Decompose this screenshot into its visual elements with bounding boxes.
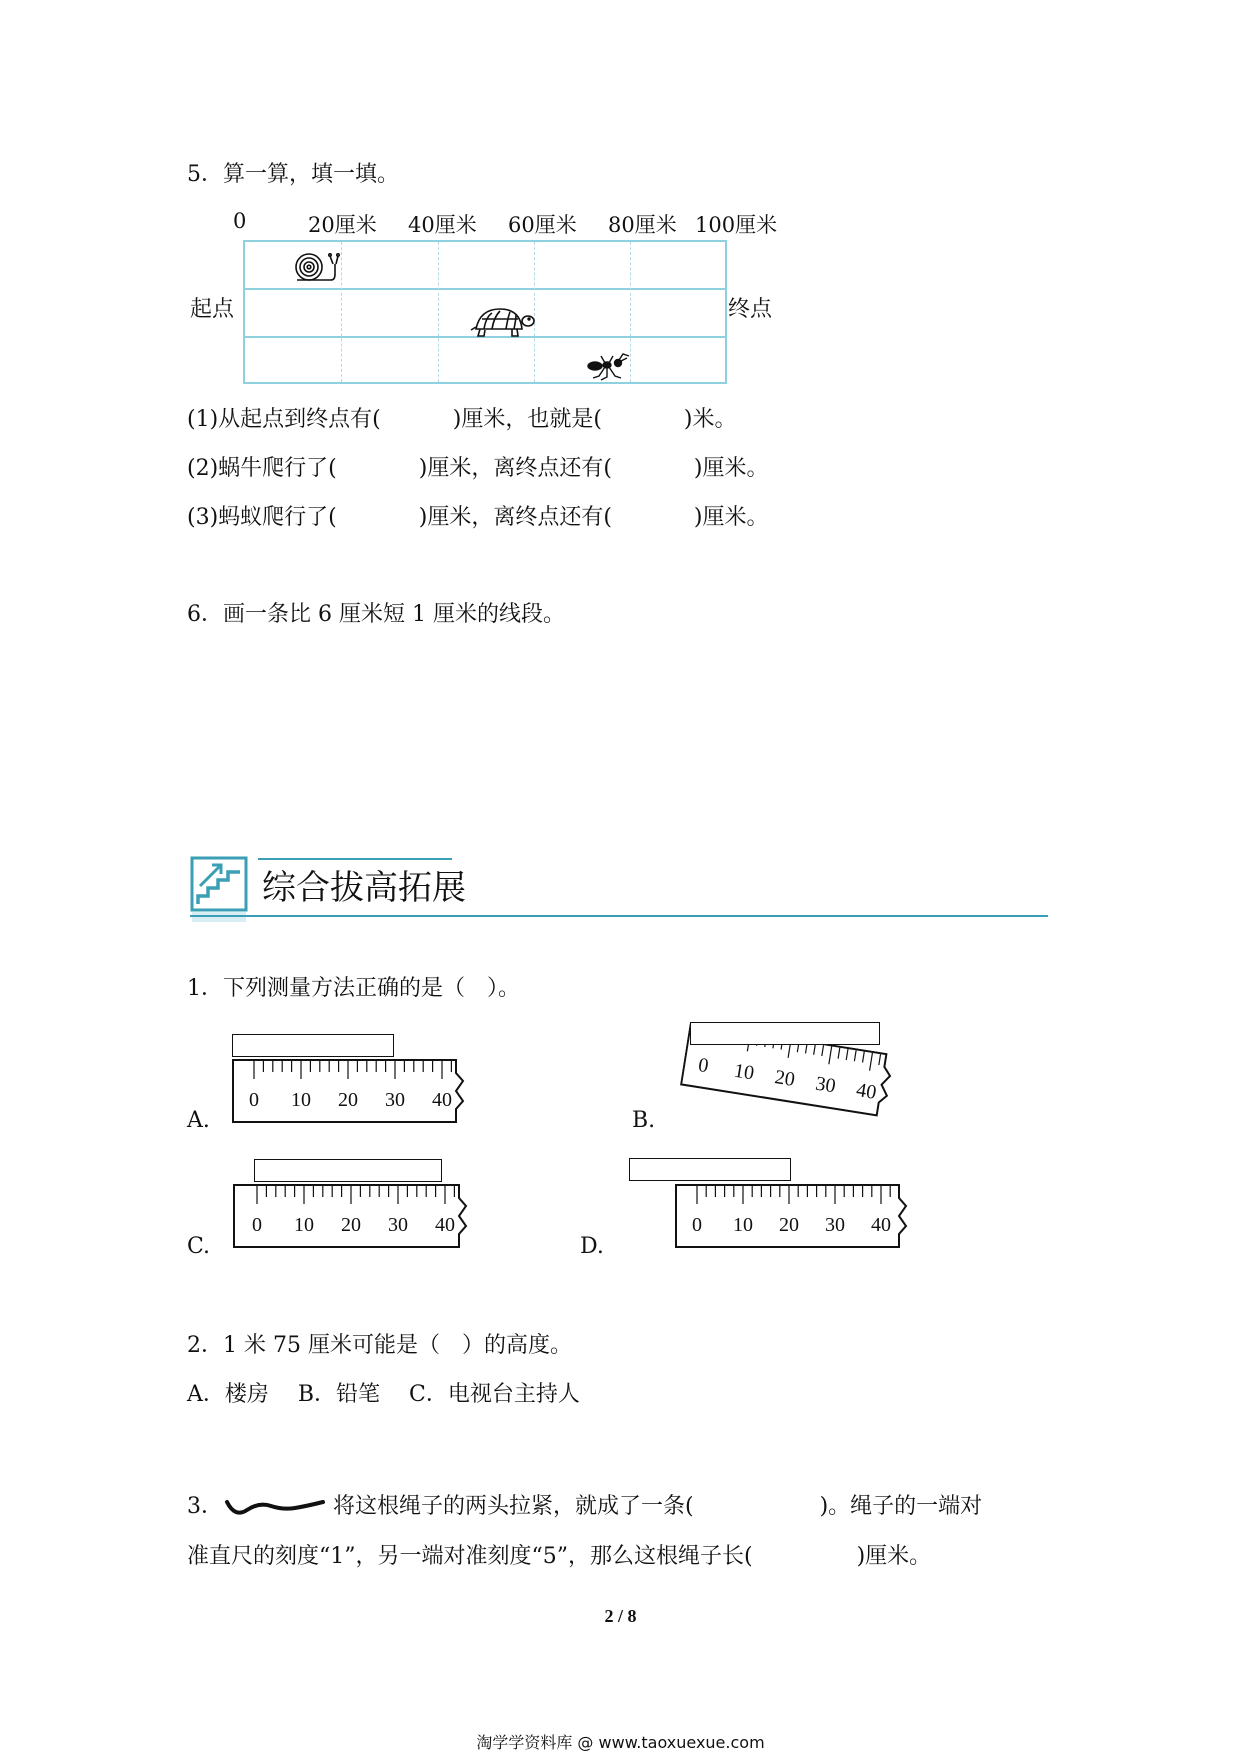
section-divider bbox=[190, 915, 1048, 917]
ruler-tick-label: 30 bbox=[813, 1072, 838, 1098]
q5-line-3-text-c: )厘米。 bbox=[693, 505, 769, 530]
ruler-tick-label: 20 bbox=[338, 1089, 358, 1111]
ruler-tick-label: 40 bbox=[435, 1214, 455, 1236]
q5-line-2-text-b: )厘米，离终点还有( bbox=[418, 456, 612, 481]
ruler bbox=[232, 1059, 472, 1124]
tick-label-80: 80厘米 bbox=[608, 213, 677, 237]
race-track-grid bbox=[243, 240, 727, 384]
footer-watermark: 淘学学资料库 @ www.taoxuexue.com bbox=[476, 1733, 765, 1752]
pencil-bar bbox=[232, 1034, 394, 1057]
ruler-tick-label: 20 bbox=[773, 1066, 797, 1091]
q5-line-3 bbox=[187, 504, 769, 532]
s2-choices[interactable]: A．楼房 B．铅笔 C．电视台主持人 bbox=[187, 1382, 580, 1407]
ruler-tick-label: 20 bbox=[779, 1214, 799, 1236]
q5-line-3-text-b: )厘米，离终点还有( bbox=[418, 505, 612, 530]
ruler-tick-label: 0 bbox=[696, 1053, 710, 1078]
q5-title: 5．算一算，填一填。 bbox=[187, 162, 399, 187]
s2-title: 2．1 米 75 厘米可能是（ ）的高度。 bbox=[187, 1333, 572, 1358]
q5-line-1 bbox=[187, 406, 737, 434]
ant-icon bbox=[585, 352, 633, 382]
q5-line-1-text-b: )厘米，也就是( bbox=[452, 407, 602, 432]
ruler-tick-label: 10 bbox=[291, 1089, 311, 1111]
s3-line-2 bbox=[187, 1543, 931, 1571]
s3-line-2-text-b: )厘米。 bbox=[856, 1544, 932, 1569]
s3-number: 3． bbox=[187, 1494, 223, 1519]
ruler bbox=[233, 1184, 475, 1249]
option-a-label[interactable]: A. bbox=[187, 1108, 210, 1133]
q5-line-1-text-c: )米。 bbox=[683, 407, 737, 432]
ruler-tick-label: 0 bbox=[249, 1089, 259, 1111]
ruler-tick-label: 40 bbox=[432, 1089, 452, 1111]
s3-line-2-text-a: 准直尺的刻度“1”，另一端对准刻度“5”，那么这根绳子长( bbox=[187, 1544, 753, 1569]
ruler-tick-label: 0 bbox=[692, 1214, 702, 1236]
tick-label-0: 0 bbox=[233, 209, 247, 233]
s3-line-1-text-b: )。绳子的一端对 bbox=[819, 1494, 983, 1519]
q6-title: 6．画一条比 6 厘米短 1 厘米的线段。 bbox=[187, 602, 565, 627]
page-number: 2 / 8 bbox=[604, 1606, 637, 1626]
s1-title: 1．下列测量方法正确的是（ ）。 bbox=[187, 976, 520, 1001]
option-c-label[interactable]: C. bbox=[187, 1234, 211, 1259]
q5-line-2-text-c: )厘米。 bbox=[693, 456, 769, 481]
snail-icon bbox=[293, 250, 341, 284]
pencil-bar bbox=[690, 1022, 880, 1045]
rope-icon bbox=[223, 1494, 333, 1520]
ruler-tick-label: 30 bbox=[825, 1214, 845, 1236]
tilted-ruler-group bbox=[680, 1012, 912, 1128]
tick-label-100: 100厘米 bbox=[695, 213, 778, 237]
s3-line-1-text-a: 将这根绳子的两头拉紧，就成了一条( bbox=[333, 1494, 694, 1519]
q5-line-2-text-a: (2)蜗牛爬行了( bbox=[187, 456, 337, 481]
stairs-arrow-icon bbox=[190, 856, 252, 924]
s3-line-1 bbox=[187, 1493, 982, 1521]
pencil-bar bbox=[629, 1158, 791, 1181]
ruler-tick-label: 20 bbox=[341, 1214, 361, 1236]
q5-line-3-text-a: (3)蚂蚁爬行了( bbox=[187, 505, 337, 530]
tick-label-40: 40厘米 bbox=[408, 213, 477, 237]
tick-label-20: 20厘米 bbox=[308, 213, 377, 237]
section-title: 综合拔高拓展 bbox=[262, 868, 466, 908]
section-header bbox=[190, 856, 1050, 926]
q5-line-2 bbox=[187, 455, 769, 483]
end-label: 终点 bbox=[728, 297, 773, 322]
option-b-label[interactable]: B. bbox=[632, 1108, 656, 1133]
start-label: 起点 bbox=[190, 297, 235, 322]
ruler bbox=[675, 1184, 915, 1249]
ruler-tick-label: 0 bbox=[252, 1214, 262, 1236]
ruler-tick-label: 10 bbox=[732, 1059, 756, 1085]
pencil-bar bbox=[254, 1159, 442, 1182]
tick-label-60: 60厘米 bbox=[508, 213, 577, 237]
ruler-tick-label: 10 bbox=[733, 1214, 753, 1236]
ruler-tick-label: 30 bbox=[385, 1089, 405, 1111]
ruler-tick-label: 30 bbox=[388, 1214, 408, 1236]
ruler-tick-label: 40 bbox=[854, 1079, 878, 1104]
drawing-area[interactable] bbox=[187, 640, 1047, 830]
q5-line-1-text-a: (1)从起点到终点有( bbox=[187, 407, 381, 432]
ruler-tick-label: 40 bbox=[871, 1214, 891, 1236]
turtle-icon bbox=[470, 307, 536, 339]
option-d-label[interactable]: D. bbox=[580, 1234, 604, 1259]
ruler-tick-label: 10 bbox=[294, 1214, 314, 1236]
